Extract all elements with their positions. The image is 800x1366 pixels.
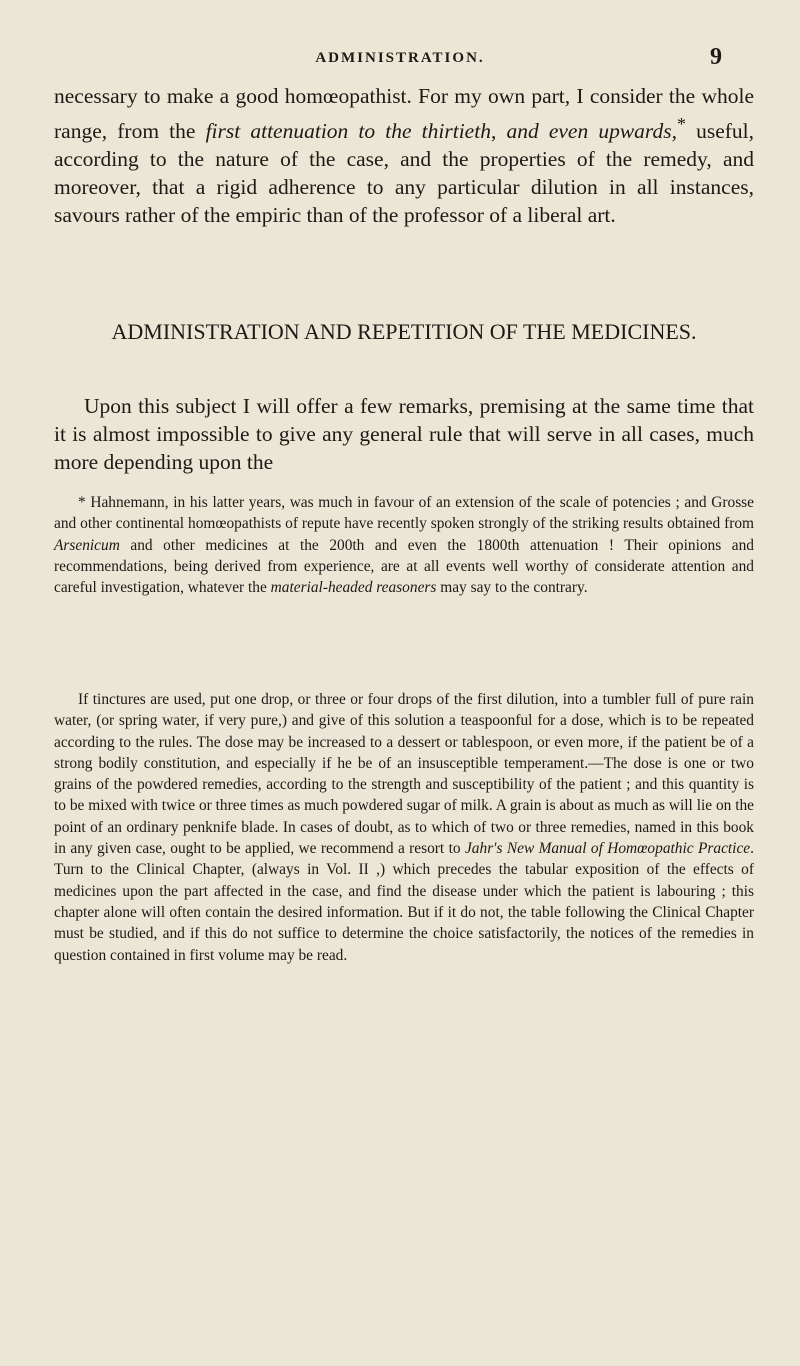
body-paragraph-1: [54, 82, 754, 229]
page-number: 9: [710, 44, 722, 70]
fn1-text-a: * Hahnemann, in his latter years, was much in favour of an extension of the scale of potencies ; and Grosse and other continental homœopathists of repute have recently spoken strongly of the striking results obtained from: [54, 494, 754, 533]
para1-italic: first attenuation to the thirtieth, and even upwards,: [205, 119, 677, 144]
footnote-marker: *: [677, 114, 686, 134]
fn1-italic-reasoners: material-headed reasoners: [270, 579, 437, 597]
fn2-italic-jahr: Jahr's New Manual of Homœopathic Practice: [464, 840, 751, 858]
footnote-1: [54, 492, 754, 598]
fn1-text-e: may say to the contrary.: [436, 579, 588, 597]
fn2-text-a: If tinctures are used, put one drop, or three or four drops of the first dilution, into a tumbler full of pure rain water, (or spring water, if very pure,) and give of this solution a teaspoonful for a dose, which is to be repeated according to the rules. The dose may be increased to a dessert or tablespoon, or even more, if the patient be of a strong bodily constitution, and especially if he be of an insusceptible temperament.—The dose is one or two grains of the powdered remedies, according to the strength and susceptibility of the patient ; and this quantity is to be mixed with twice or three times as much powdered sugar of milk. A grain is about as much as will lie on the point of an ordinary penknife blade. In cases of doubt, as to which of two or three remedies, named in this book in any given case, ought to be applied, we recommend a resort to: [54, 691, 754, 858]
para1-text-a: necessary to make a good homœopathist. For my own part, I consider the whole range, from the: [54, 84, 754, 144]
running-head: ADMINISTRATION.: [315, 50, 485, 66]
section-heading: ADMINISTRATION AND REPETITION OF THE MEDICINES.: [111, 319, 697, 344]
fn2-text-c: . Turn to the Clinical Chapter, (always in Vol. II ,) which precedes the tabular exposition of the effects of medicines upon the part affected in the case, and find the disease under which the patient is labouring ; this chapter alone will often contain the desired information. But if it do not, the table following the Clinical Chapter must be studied, and if this do not suffice to determine the choice satisfactorily, the notices of the remedies in question contained in first volume may be read.: [54, 840, 754, 964]
para1-text-d: useful, according to the nature of the case, and the properties of the remedy, and moreover, that a rigid adherence to any particular dilution in all instances, savours rather of the empiric than of the professor of a liberal art.: [54, 119, 755, 228]
footnote-2: [54, 689, 754, 966]
fn1-italic-arsenicum: Arsenicum: [54, 536, 120, 554]
fn1-text-c: and other medicines at the 200th and even the 1800th attenuation ! Their opinions and recommendations, being derived from experience, are at all events well worthy of considerate attention and careful investigation, whatever the: [54, 536, 754, 597]
body-paragraph-2: Upon this subject I will offer a few remarks, premising at the same time that it is almost impossible to give any general rule that will serve in all cases, much more depending upon the: [54, 394, 754, 474]
